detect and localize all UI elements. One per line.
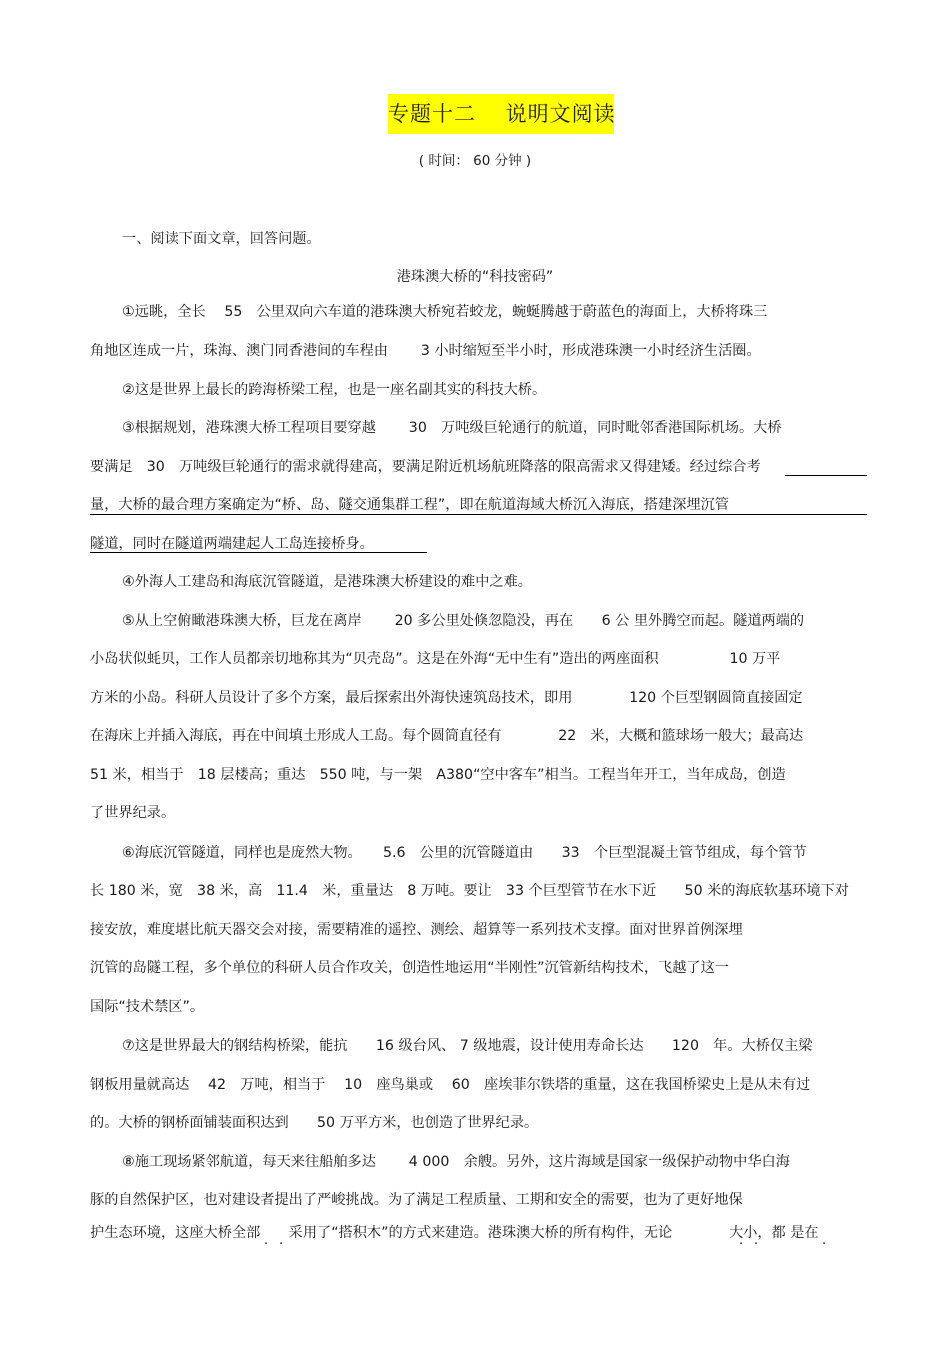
text-line: 了世界纪录。	[90, 805, 176, 821]
emphasis-dot: ·	[264, 1237, 269, 1252]
article-title: 港珠澳大桥的“科技密码”	[396, 269, 554, 285]
text-line: 角地区连成一片，珠海、澳门同香港间的车程由 3 小时缩短至半小时，形成港珠澳一小时经济生活圈。	[90, 343, 761, 359]
time-limit: ( 时间： 60 分钟 )	[418, 153, 532, 169]
text-line: ①远眺，全长 55 公里双向六车道的港珠澳大桥宛若蛟龙，蜿蜒腾越于蔚蓝色的海面上，大桥将珠三	[122, 304, 768, 320]
underlined-text-line: 量，大桥的最合理方案确定为“桥、岛、隧交通集群工程”，即在航道海域大桥沉入海底，搭建深埋沉管	[90, 497, 729, 513]
text-line: 的。大桥的钢桥面铺装面积达到 50 万平方米，也创造了世界纪录。	[90, 1115, 539, 1131]
page-title: 专题十二 说明文阅读	[388, 94, 614, 134]
text-line: ②这是世界上最长的跨海桥梁工程，也是一座名副其实的科技大桥。	[122, 382, 547, 398]
underline	[90, 514, 867, 515]
text-line: 方米的小岛。科研人员设计了多个方案，最后探索出外海快速筑岛技术，即用 120 个巨型钢圆筒直接固定	[90, 690, 803, 706]
underlined-text-line: 隧道，同时在隧道两端建起人工岛连接桥身。	[90, 536, 374, 552]
text-line: ⑥海底沉管隧道，同样也是庞然大物。 5.6 公里的沉管隧道由 33 个巨型混凝土管节组成，每个管节	[122, 845, 807, 861]
text-line: ⑦这是世界最大的钢结构桥梁，能抗 16 级台风、 7 级地震，设计使用寿命长达 120 年。大桥仅主梁	[122, 1038, 813, 1054]
text-line: 豚的自然保护区，也对建设者提出了严峻挑战。为了满足工程质量、工期和安全的需要，也为了更好地保	[90, 1192, 743, 1208]
emphasis-dot: ·	[754, 1237, 759, 1252]
underline	[785, 475, 867, 476]
text-line: 护生态环境，这座大桥全部 采用了“搭积木”的方式来建造。港珠澳大桥的所有构件，无论 大小，都 是在	[90, 1225, 819, 1241]
text-line: 钢板用量就高达 42 万吨，相当于 10 座鸟巢或 60 座埃菲尔铁塔的重量，这在我国桥梁史上是从未有过	[90, 1077, 811, 1093]
text-line: 要满足 30 万吨级巨轮通行的需求就得建高，要满足附近机场航班降落的限高需求又得建矮。经过综合考	[90, 459, 761, 475]
text-line: ③根据规划，港珠澳大桥工程项目要穿越 30 万吨级巨轮通行的航道，同时毗邻香港国际机场。大桥	[122, 420, 782, 436]
text-line: 接安放，难度堪比航天器交会对接，需要精准的遥控、测绘、超算等一系列技术支撑。面对世界首例深埋	[90, 922, 743, 938]
text-line: 51 米，相当于 18 层楼高；重达 550 吨，与一架 A380“空中客车”相当。工程当年开工，当年成岛，创造	[90, 767, 786, 783]
text-line: ④外海人工建岛和海底沉管隧道，是港珠澳大桥建设的难中之难。	[122, 574, 532, 590]
text-line: 国际“技术禁区”。	[90, 999, 205, 1015]
emphasis-dot: ·	[822, 1237, 827, 1252]
text-line: 小岛状似蚝贝，工作人员都亲切地称其为“贝壳岛”。这是在外海“无中生有”造出的两座面积 10 万平	[90, 651, 781, 667]
emphasis-dot: ·	[279, 1237, 284, 1252]
section-heading: 一、阅读下面文章，回答问题。	[122, 231, 321, 247]
emphasis-dot: ·	[739, 1237, 744, 1252]
underline	[90, 552, 427, 553]
text-line: ⑧施工现场紧邻航道，每天来往船舶多达 4 000 余艘。另外，这片海域是国家一级保护动物中华白海	[122, 1154, 790, 1170]
text-line: 沉管的岛隧工程，多个单位的科研人员合作攻关，创造性地运用“半刚性”沉管新结构技术，飞越了这一	[90, 960, 729, 976]
text-line: 长 180 米，宽 38 米，高 11.4 米，重量达 8 万吨。要让 33 个巨型管节在水下近 50 米的海底软基环境下对	[90, 883, 849, 899]
text-line: ⑤从上空俯瞰港珠澳大桥，巨龙在离岸 20 多公里处倏忽隐没，再在 6 公 里外腾空而起。隧道两端的	[122, 613, 805, 629]
text-line: 在海床上并插入海底，再在中间填土形成人工岛。每个圆筒直径有 22 米，大概和篮球场一般大；最高达	[90, 728, 804, 744]
